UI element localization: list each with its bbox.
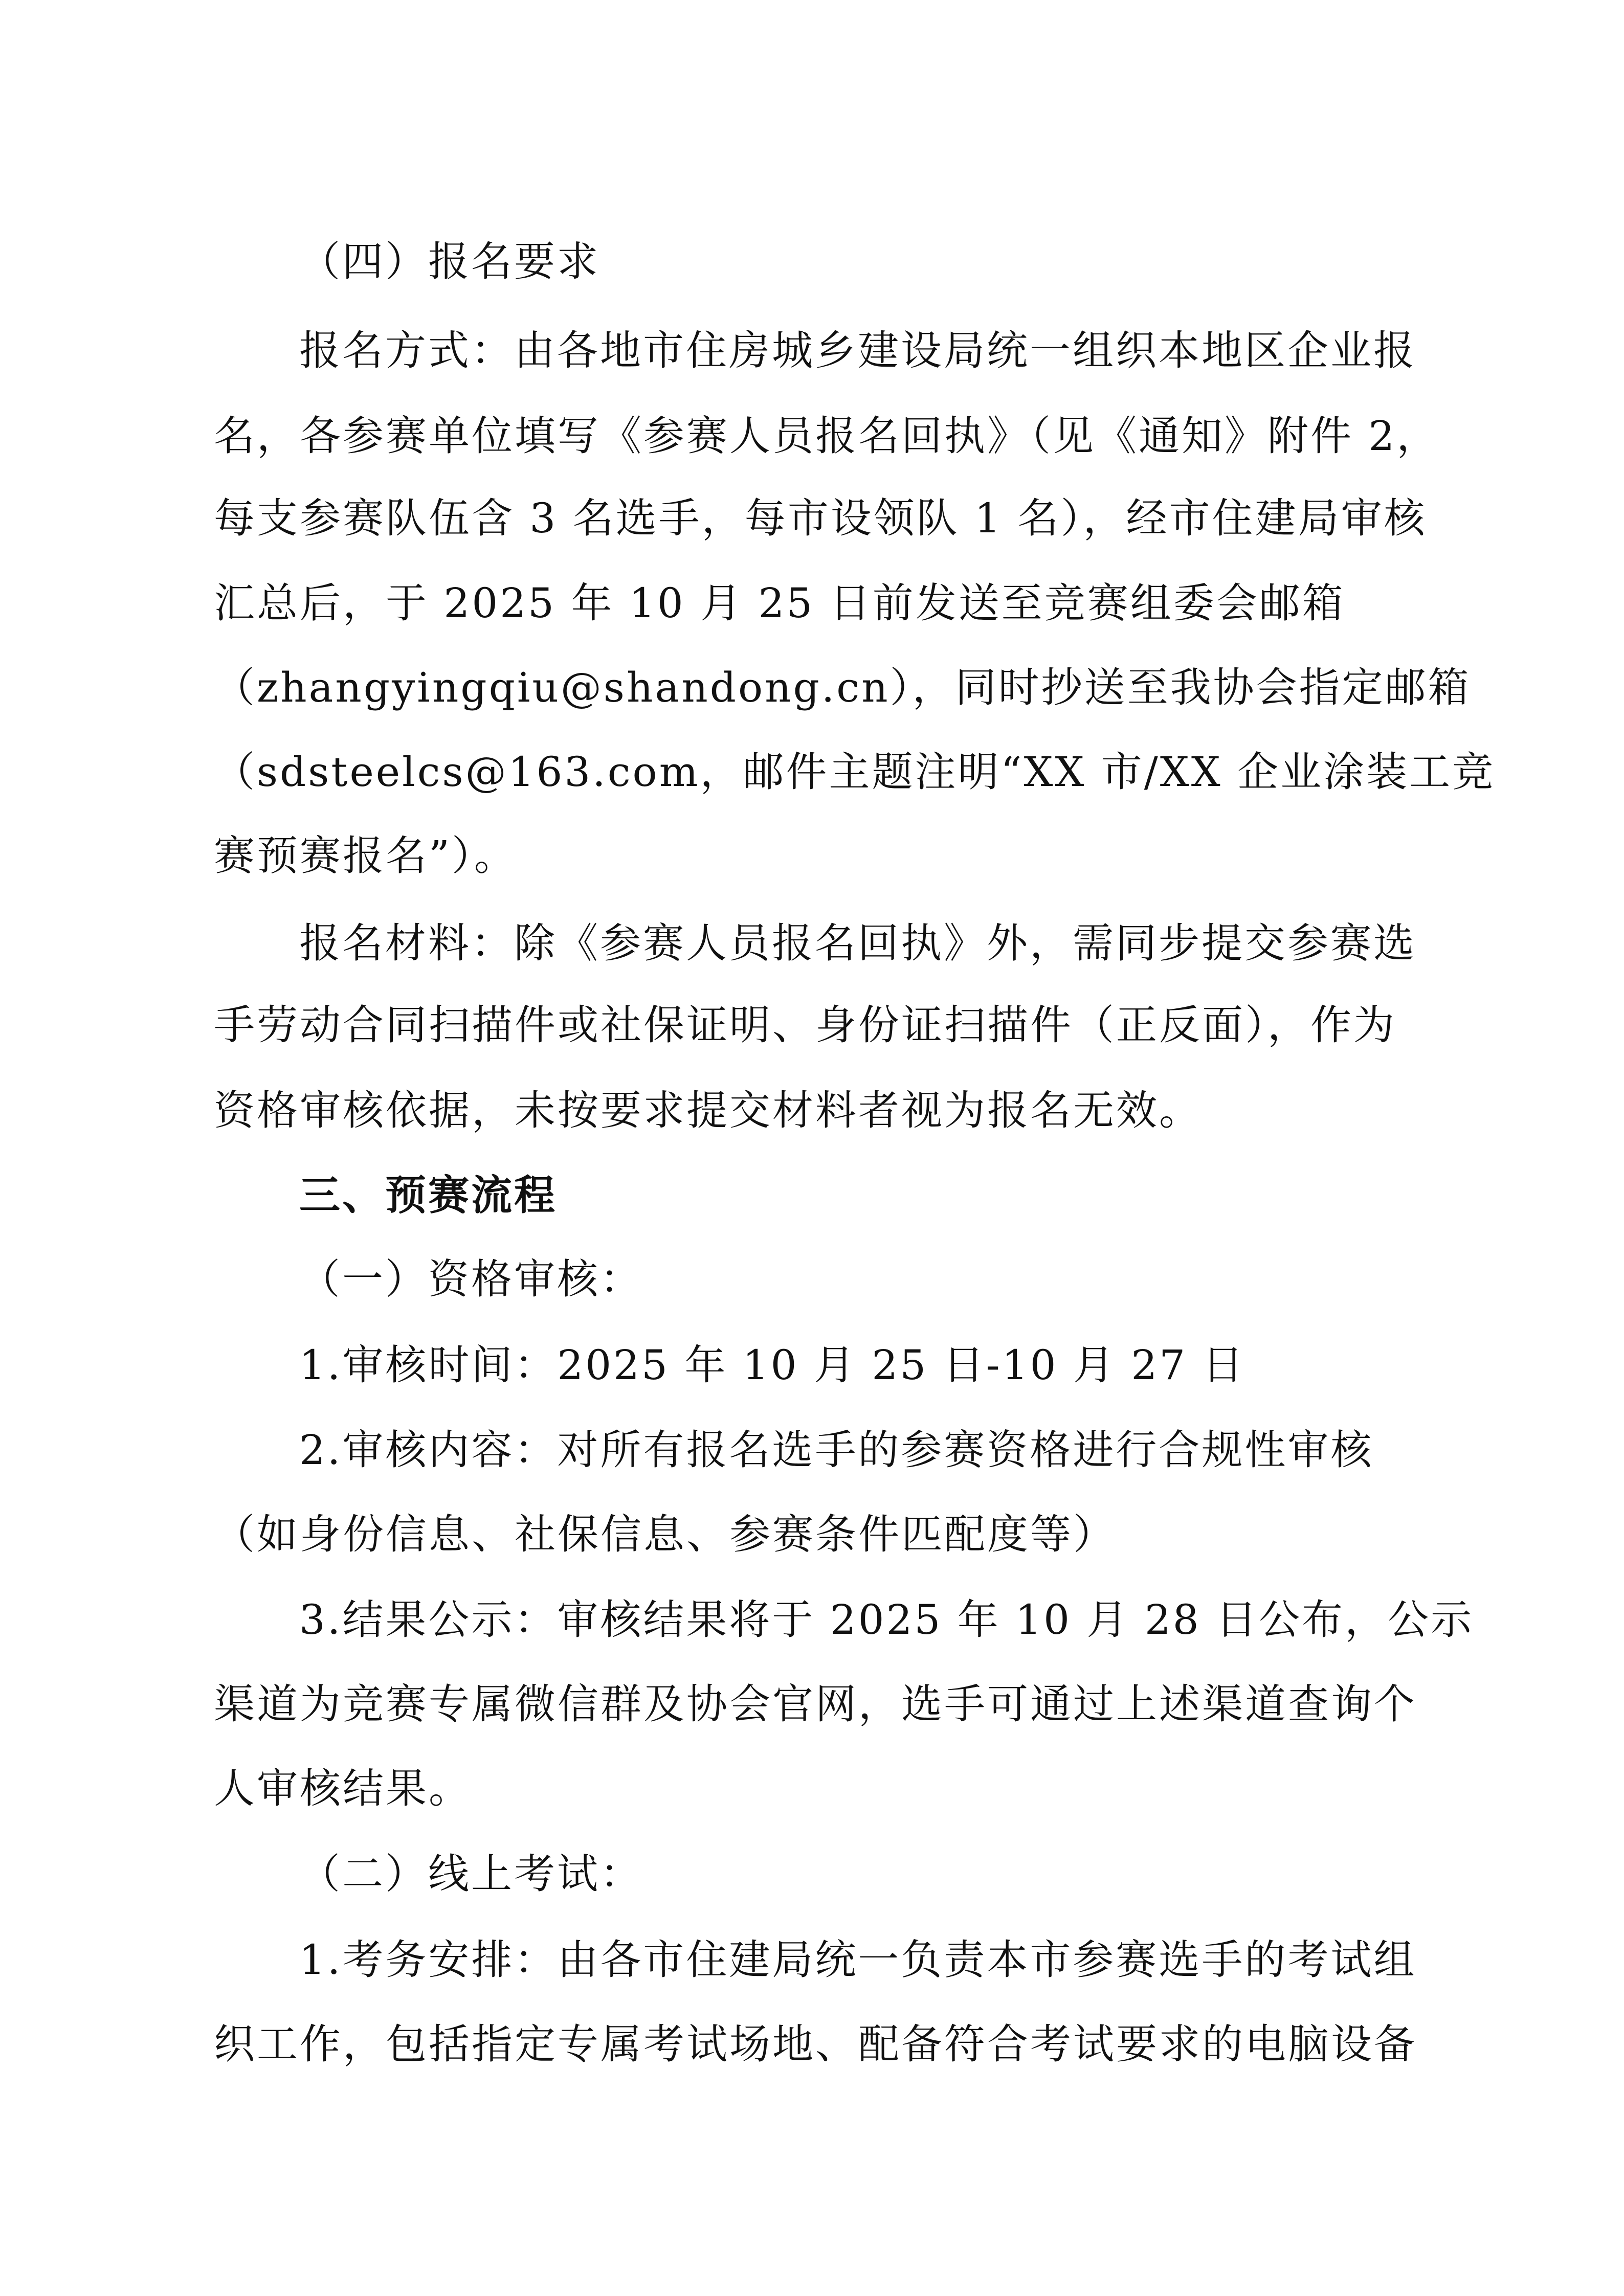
- paragraph-line: （sdsteelcs@163.com，邮件主题注明“XX 市/XX 企业涂装工竞: [214, 748, 1496, 796]
- list-item: 1.审核时间：2025 年 10 月 25 日-10 月 27 日: [299, 1341, 1245, 1389]
- section-subheading: （一）资格审核：: [299, 1255, 643, 1303]
- paragraph-line: 资格审核依据，未按要求提交材料者视为报名无效。: [214, 1087, 1202, 1134]
- paragraph-line: 报名方式：由各地市住房城乡建设局统一组织本地区企业报: [299, 327, 1416, 374]
- paragraph-line: 人审核结果。: [214, 1765, 472, 1812]
- paragraph-line: 名，各参赛单位填写《参赛人员报名回执》（见《通知》附件 2，: [214, 412, 1440, 460]
- paragraph-line: （如身份信息、社保信息、参赛条件匹配度等）: [214, 1511, 1116, 1558]
- list-item: 3.结果公示：审核结果将于 2025 年 10 月 28 日公布，公示: [299, 1596, 1474, 1644]
- list-item: 2.审核内容：对所有报名选手的参赛资格进行合规性审核: [299, 1426, 1374, 1474]
- paragraph-line: 每支参赛队伍含 3 名选手，每市设领队 1 名），经市住建局审核: [214, 494, 1427, 542]
- list-item: 1.考务安排：由各市住建局统一负责本市参赛选手的考试组: [299, 1936, 1417, 1984]
- section-subheading: （二）线上考试：: [299, 1850, 643, 1898]
- paragraph-line: 织工作，包括指定专属考试场地、配备符合考试要求的电脑设备: [214, 2020, 1417, 2068]
- section-subheading: （四）报名要求: [299, 238, 600, 285]
- paragraph-line: 赛预赛报名”）。: [214, 832, 517, 880]
- paragraph-line: 报名材料：除《参赛人员报名回执》外，需同步提交参赛选: [299, 919, 1416, 967]
- paragraph-line: （zhangyingqiu@shandong.cn），同时抄送至我协会指定邮箱: [214, 664, 1471, 711]
- paragraph-line: 汇总后，于 2025 年 10 月 25 日前发送至竞赛组委会邮箱: [214, 579, 1345, 627]
- paragraph-line: 渠道为竞赛专属微信群及协会官网，选手可通过上述渠道查询个: [214, 1680, 1417, 1728]
- paragraph-line: 手劳动合同扫描件或社保证明、身份证扫描件（正反面），作为: [214, 1001, 1396, 1049]
- section-heading: 三、预赛流程: [299, 1172, 557, 1219]
